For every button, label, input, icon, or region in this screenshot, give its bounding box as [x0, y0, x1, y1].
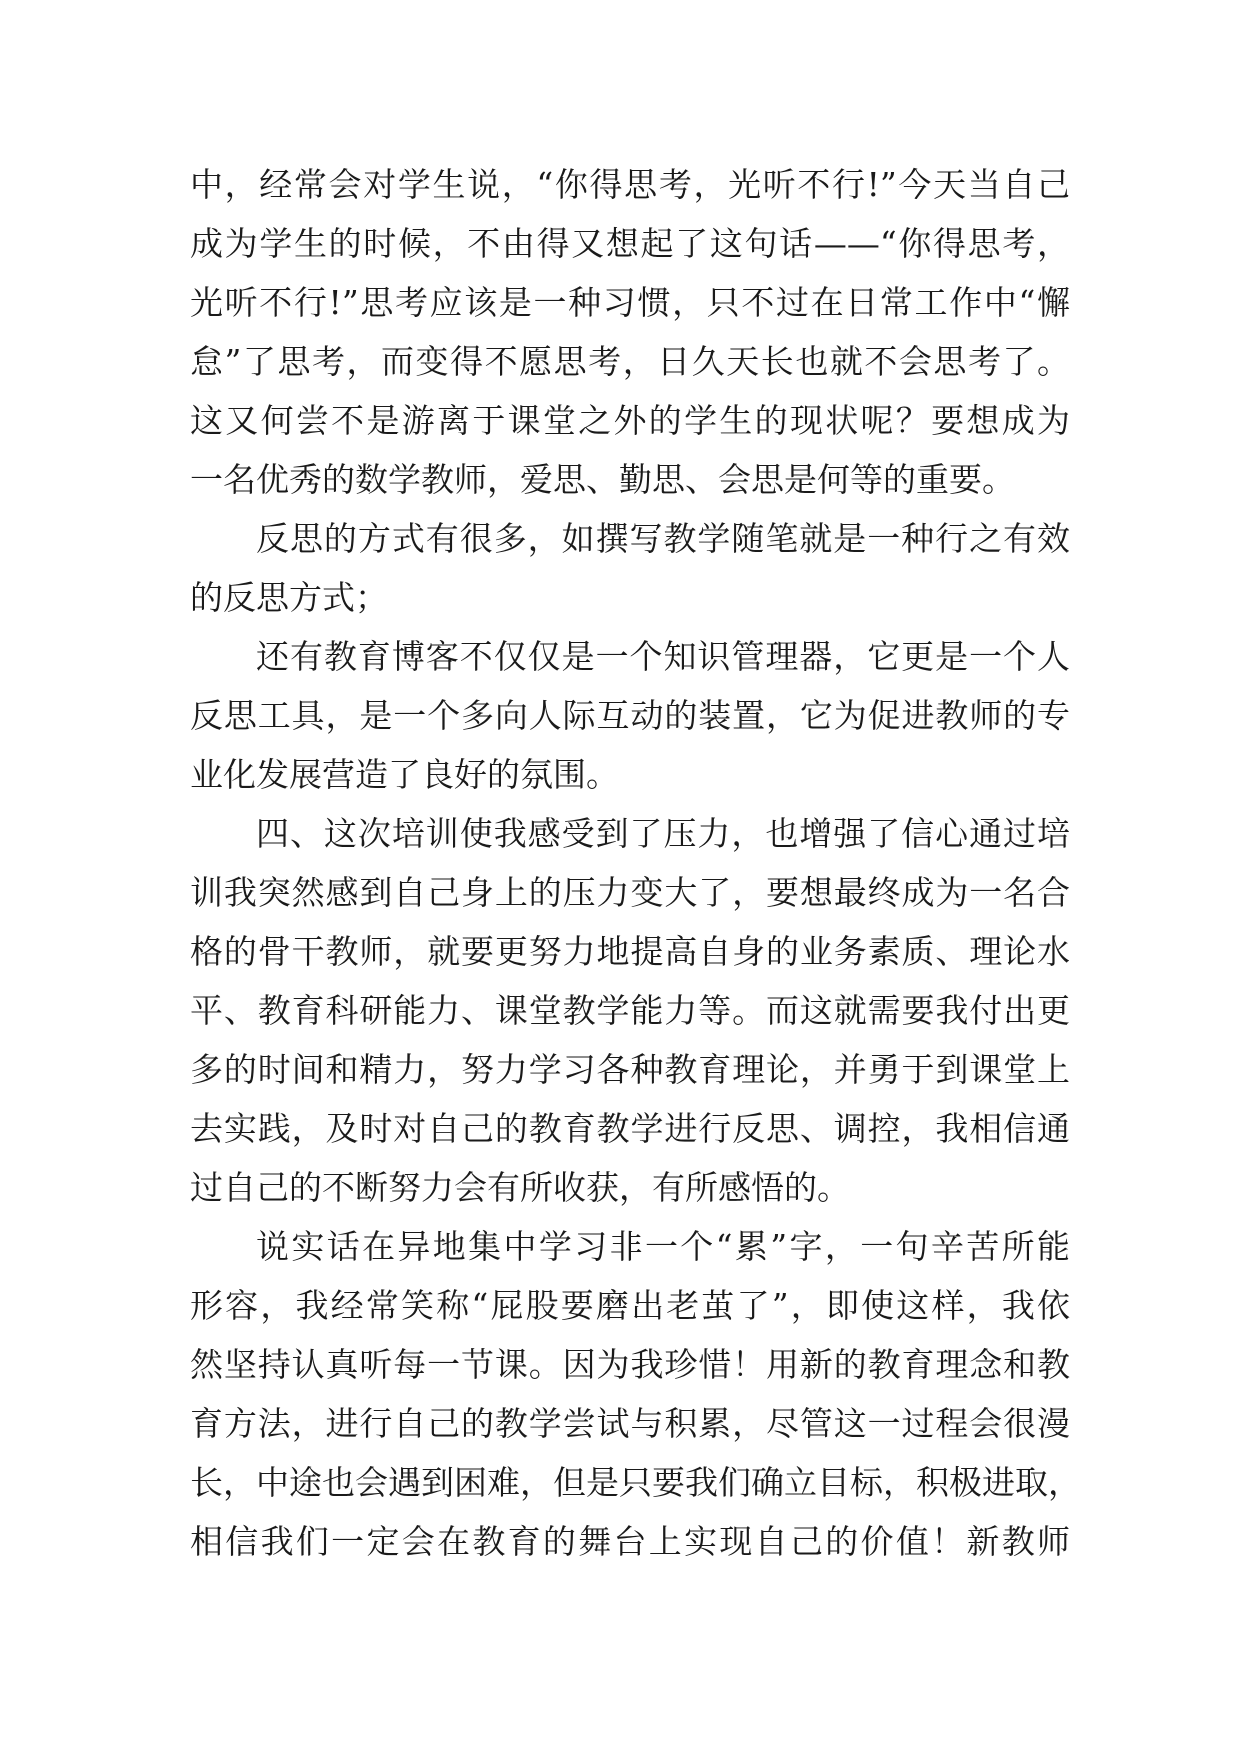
text-line: 光听不行!”思考应该是一种习惯，只不过在日常工作中“懈: [190, 283, 1070, 322]
text-line: 过自己的不断努力会有所收获，有所感悟的。: [190, 1168, 850, 1207]
text-line: 然坚持认真听每一节课。因为我珍惜！用新的教育理念和教: [190, 1345, 1070, 1384]
text-line: 育方法，进行自己的教学尝试与积累，尽管这一过程会很漫: [190, 1404, 1070, 1443]
text-line: 业化发展营造了良好的氛围。: [190, 755, 619, 794]
text-line: 说实话在异地集中学习非一个“累”字，一句辛苦所能: [256, 1227, 1070, 1266]
text-line: 反思工具，是一个多向人际互动的装置，它为促进教师的专: [190, 696, 1070, 735]
text-line: 训我突然感到自己身上的压力变大了，要想最终成为一名合: [190, 873, 1070, 912]
text-line: 怠”了思考，而变得不愿思考，日久天长也就不会思考了。: [190, 342, 1070, 381]
text-line: 这又何尝不是游离于课堂之外的学生的现状呢？要想成为: [190, 401, 1070, 440]
text-line: 一名优秀的数学教师，爱思、勤思、会思是何等的重要。: [190, 460, 1015, 499]
text-line: 的反思方式；: [190, 578, 388, 617]
text-line: 平、教育科研能力、课堂教学能力等。而这就需要我付出更: [190, 991, 1070, 1030]
text-line: 反思的方式有很多，如撰写教学随笔就是一种行之有效: [256, 519, 1070, 558]
text-line: 还有教育博客不仅仅是一个知识管理器，它更是一个人: [256, 637, 1070, 676]
body-text: [190, 163, 1081, 1579]
text-line: 多的时间和精力，努力学习各种教育理论，并勇于到课堂上: [190, 1050, 1070, 1089]
text-line: 四、这次培训使我感受到了压力，也增强了信心通过培: [256, 814, 1070, 853]
text-line: 相信我们一定会在教育的舞台上实现自己的价值！新教师: [190, 1522, 1070, 1561]
text-line: 长，中途也会遇到困难，但是只要我们确立目标，积极进取，: [190, 1463, 1081, 1502]
text-line: 格的骨干教师，就要更努力地提高自身的业务素质、理论水: [190, 932, 1070, 971]
text-line: 成为学生的时候，不由得又想起了这句话——“你得思考，: [190, 224, 1070, 263]
text-line: 形容，我经常笑称“屁股要磨出老茧了”，即使这样，我依: [190, 1286, 1070, 1325]
text-line: 去实践，及时对自己的教育教学进行反思、调控，我相信通: [190, 1109, 1070, 1148]
text-line: 中，经常会对学生说，“你得思考，光听不行!”今天当自己: [190, 165, 1070, 204]
